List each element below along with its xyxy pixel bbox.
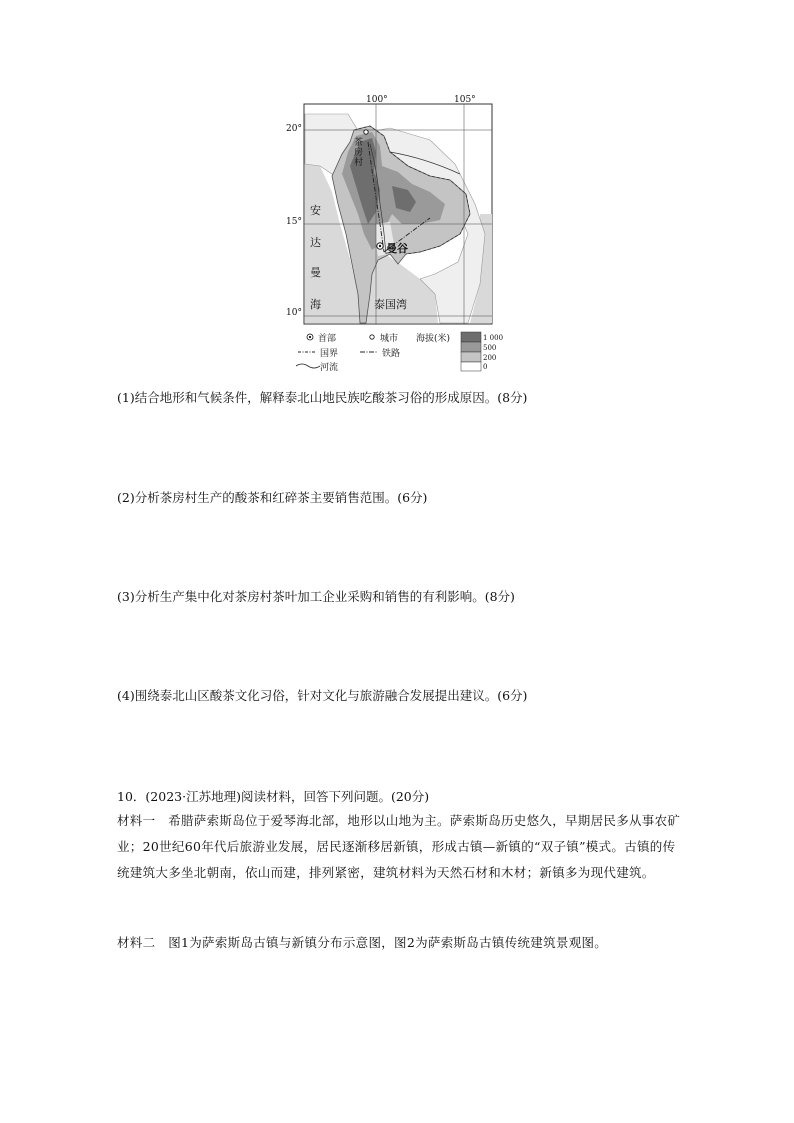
legend-river-label: 河流 (320, 363, 339, 373)
sea-label-4: 海 (310, 298, 321, 311)
lon-label-100: 100° (366, 95, 388, 105)
legend-1000 (461, 332, 481, 342)
capital-marker-dot (379, 245, 381, 247)
lon-label-105: 105° (454, 95, 476, 105)
village-label: 茶房村 (354, 138, 364, 168)
lat-label-10: 10° (286, 308, 302, 318)
legend-railway-label: 铁路 (382, 349, 401, 359)
village-marker (364, 130, 368, 134)
legend-level-1000: 1 000 (483, 334, 504, 342)
problem-10-heading: 10．(2023·江苏地理)阅读材料，回答下列问题。(20分) (117, 789, 430, 804)
lat-label-20: 20° (286, 124, 302, 134)
material-1: 材料一 希腊萨索斯岛位于爱琴海北部，地形以山地为主。萨索斯岛历史悠久，早期居民多从事农矿业；20世纪60年代后旅游业发展，居民逐渐移居新镇，形成古镇—新镇的“双子镇”模式。古镇的传统建筑大多坐北朝南，依山而建，排列紧密，建筑材料为天然石材和木材；新镇多为现代建筑。 (117, 813, 681, 880)
thailand-map (280, 94, 502, 382)
legend-200 (461, 352, 481, 362)
sea-label-1: 安 (310, 204, 321, 217)
legend-city-symbol (370, 335, 374, 339)
question-2: (2)分析茶房村生产的酸茶和红碎茶主要销售范围。(6分) (117, 490, 428, 505)
sea-label-2: 达 (310, 236, 321, 249)
legend-river-symbol (296, 364, 320, 368)
question-1: (1)结合地形和气候条件，解释泰北山地民族吃酸茶习俗的形成原因。(8分) (117, 390, 528, 405)
legend-border-label: 国界 (320, 349, 339, 359)
lat-label-15: 15° (286, 217, 302, 227)
capital-label: 曼谷 (386, 242, 408, 255)
legend-500 (461, 342, 481, 352)
sea-label-3: 曼 (310, 266, 321, 279)
legend-0 (461, 362, 481, 371)
legend-level-0: 0 (483, 363, 488, 371)
question-3: (3)分析生产集中化对茶房村茶叶加工企业采购和销售的有利影响。(8分) (117, 589, 515, 604)
legend-capital-label: 首部 (318, 334, 337, 344)
legend-level-200: 200 (483, 354, 497, 362)
question-4: (4)围绕泰北山区酸茶文化习俗，针对文化与旅游融合发展提出建议。(6分) (117, 688, 528, 703)
legend-elevation-title: 海拔(米) (416, 334, 451, 344)
legend-city-label: 城市 (380, 334, 399, 344)
gulf-label: 泰国湾 (374, 298, 407, 311)
material-2: 材料二 图1为萨索斯岛古镇与新镇分布示意图，图2为萨索斯岛古镇传统建筑景观图。 (117, 935, 608, 950)
legend-level-500: 500 (483, 344, 497, 352)
